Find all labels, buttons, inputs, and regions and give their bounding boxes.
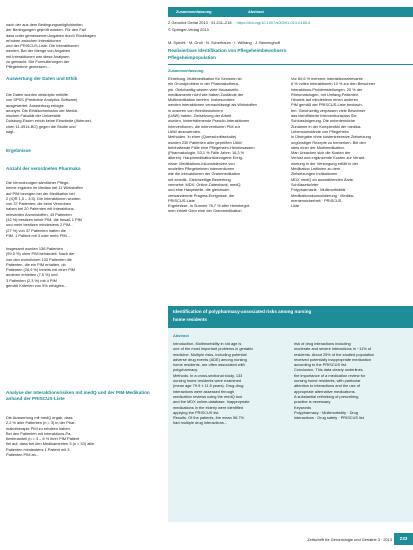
text-line: nach der aus dem Bedingungsmöglichkeiten xyxy=(6,22,83,27)
text-line: makotherapie PIM zu erhalten haben. xyxy=(6,425,71,431)
doi-link[interactable]: https://doi.org/10.1007/s00391-013-0180-6 xyxy=(236,20,311,25)
en-abstract-box xyxy=(168,306,413,522)
text-line: Die Verordnungen sämtlicher Pflege- xyxy=(6,180,70,185)
text-line: mentensicherheit · PRISCUS- xyxy=(291,197,343,203)
text-line: in unseren von Heimbewohnern xyxy=(168,107,223,113)
text-line: vermehrt: MDX: Online-Datenbank, medQ, xyxy=(168,181,242,187)
de-divider xyxy=(168,64,413,65)
text-line: tientenanteil (n = 3 – 6 % ihrer PIM Patient xyxy=(6,436,80,442)
text-line: Interventionen, die interventionen PIM zur xyxy=(168,123,241,129)
text-line: medications in the elderly were identified xyxy=(173,404,244,410)
section-title-ergebnisse: Ergebnisse xyxy=(6,148,31,153)
text-line: PIM. 1 Patient mit 3 oder mehr PIM... xyxy=(6,232,71,238)
authors: M. Specht · M. Groll · N. Scherbaum · I. Willrang · J. Benninghoff xyxy=(168,40,280,45)
text-line: applying the PRISCUS list. xyxy=(173,409,220,415)
text-line: mit zmedik. Gleichzeitige Bewertung xyxy=(168,176,231,182)
text-line: anonym. Die Ethikkommission der Medizi- xyxy=(6,107,79,113)
en-title-bar xyxy=(168,306,413,328)
text-line: das identifizierte Interventionsplan Sie xyxy=(291,113,357,119)
de-col1 xyxy=(168,76,288,214)
text-line: von SPSS (Predictive Analytics Software) xyxy=(6,97,78,103)
text-line: sagt... xyxy=(6,129,17,135)
text-line: polypharmacy. xyxy=(173,367,199,373)
text-line: Introduction. Multimorbidity in old age is xyxy=(173,341,242,346)
de-section-label: Zusammenfassung xyxy=(168,68,204,73)
en-col1 xyxy=(173,341,291,426)
text-line: Rheumatologen, mit Umfang-Patienten. xyxy=(291,91,360,97)
text-line: nischen Fakultät der Universität xyxy=(6,113,61,119)
text-line: 6 % vollen Interaktionen 10 % zur den Bewohner xyxy=(291,81,376,87)
text-line: beinhaltende Fälle eine Pflegeheim-Heiminsassen xyxy=(168,144,255,150)
text-line: mit Interaktionen war diese Analysen xyxy=(6,53,70,59)
text-line: der Bedingungen geprüft wurden. Für den Fall xyxy=(6,27,86,33)
text-line: Medikation Leitlinien zu dem xyxy=(291,166,341,172)
text-line: nursing home residents, with particular xyxy=(294,378,361,384)
left-sec3b-text xyxy=(6,246,160,288)
text-line: Schlüsselwörter xyxy=(291,181,319,187)
text-line: fiel auf, dass bei den Medikamenten 3 (n = 53) aller xyxy=(6,441,95,447)
text-line: Patienten PIM an... xyxy=(6,452,40,458)
text-line: risk of drug interactions including xyxy=(294,341,351,346)
text-line: 3 Patienten (2,3 %) mit 4 PIM xyxy=(6,277,57,283)
text-line: Vor 60,6 % mehrere Interaktionsrelevante xyxy=(291,76,363,81)
text-line: Duisburg-Essen erhob keine Einwände (Aktenzei- xyxy=(6,118,92,124)
text-line: haben bei 20 Patienten mit Interaktions- xyxy=(6,206,75,212)
text-line: dass unter gemessenen Angaben durch Rückfragen xyxy=(6,32,96,38)
text-line: auf PIM bezogen bei der Medikation bei xyxy=(6,190,75,196)
left-intro-text xyxy=(6,22,160,70)
text-line: stets einer der Multimedikation. xyxy=(291,144,345,150)
text-line: interactions · Drug safety · PRISCUS list xyxy=(294,415,364,421)
text-line: Methods. In a cross-sectional study, 133 xyxy=(173,372,243,378)
text-line: Zielsetzungen Indikationen xyxy=(291,171,338,177)
text-line: PRISCUS-Liste. xyxy=(168,197,196,203)
text-line: practice is necessary. xyxy=(294,399,332,405)
text-line: Zunahme in der Komplexität der medika- xyxy=(291,123,362,129)
text-line: received potentially inappropriate medication xyxy=(294,356,371,362)
text-line: (99,5 %) ohne PIM behandelt. Nach der xyxy=(6,251,75,257)
text-line: (mean age 79.9 ± 11.5 years). Drug-drug xyxy=(173,383,244,389)
text-line: had multiple drug interactions... xyxy=(173,420,228,426)
text-line: Einleitung. Multimedikation für Senioren ist xyxy=(168,76,242,81)
text-line: zu gebracht. Die Formulierungen der xyxy=(6,59,70,65)
text-line: werden Interaktionen vernachlässigt als Wirkstoffen xyxy=(168,102,257,108)
text-line: residents. About 25% of the studied population xyxy=(294,351,375,357)
de-col2 xyxy=(291,76,411,208)
text-line: (27 %) von 37 Patienten hatten die xyxy=(6,227,66,233)
text-line: 2,2 % aller Patienten (n = 3) in der Phar- xyxy=(6,420,76,426)
text-line: in Übergabe ohne kostenintensive Zielsetzung xyxy=(291,134,371,140)
text-line: (32 %) besitzen keine PIM, die besaß 1 PIM xyxy=(6,217,82,223)
text-line: heime ergaben im Median bei 11 Wirkstoffen xyxy=(6,185,83,191)
text-line: and the MDX online-database. Inappropriate xyxy=(173,399,250,405)
en-title-line1: Identification of polypharmacy-associated risks among nursing xyxy=(173,309,312,314)
text-line: ein Grundproblem in der Pharmakothera- xyxy=(168,81,239,87)
text-line: moderate and severe interactions in ~11% of xyxy=(294,346,372,352)
left-sec1-text xyxy=(6,92,160,134)
text-line: erhoben zwischen Interaktionen xyxy=(6,37,61,43)
text-line: (Pharmakologie, 53,1 % Fälle Jahre; 16,3 % xyxy=(168,150,245,156)
text-line: men erhielt Gem eine der Grammedikation xyxy=(168,208,242,214)
left-sec4-text xyxy=(6,415,160,457)
text-line: wurden, hinterfrähmende Pseudo-Interaktionen xyxy=(168,118,250,124)
text-line: und eine Hauptstelle, die gleichsam xyxy=(168,187,230,193)
text-line: chen 11-4914-BO) gegen die Studie und xyxy=(6,123,76,129)
text-line: wortung in der Versorgung erfüllt in der xyxy=(291,160,359,166)
publisher: © Springer-Verlag 2013 xyxy=(168,27,209,32)
text-line: home residents, are often associated with xyxy=(173,362,245,368)
text-line: according to the PRISCUS list. xyxy=(294,362,347,368)
text-line: 2 (IQR 1,5 – 3,5). Die Interaktionen wurden xyxy=(6,195,81,201)
text-line: Man Ursachen sich die Kosten der xyxy=(291,150,351,156)
section-title-auswertung: Auswertung der Daten und Ethik xyxy=(6,76,78,81)
text-line: gemäß Kriterien von 5% erfolgten... xyxy=(6,283,68,289)
text-line: Pflegeheime gemessen... xyxy=(6,64,50,70)
text-line: PIM gemäß der PRISCUS-Liste beobach- xyxy=(291,102,364,108)
page-number: 233 xyxy=(394,533,413,545)
text-line: Patienten mindestens 1 Patient mit 3 xyxy=(6,446,70,452)
text-line: MDX medQ an auswählenden Ärzte. xyxy=(291,176,355,182)
text-line: verwandernde Pragma-Ereignisse, die xyxy=(168,192,235,198)
text-line: werden. Bei der Menge von Angaben xyxy=(6,48,71,54)
text-line: Methoden. In einer (Querschnittsstudie) xyxy=(168,134,237,140)
text-line: Verlust und ergänzende Kosten zur Verant- xyxy=(291,155,366,161)
text-line: medication reviews using the medQ tool xyxy=(173,393,242,399)
text-line: Die Daten wurden deskriptiv mithilfe xyxy=(6,92,69,97)
de-title-line1: Realisierbare Identifikation von Pflegeheimbewohnern xyxy=(168,48,287,53)
text-line: relevanten Arzneistoffen, 43 Patienten xyxy=(6,211,72,217)
footer-journal: Zeitschrift für Gerontologie und Geriatrie 3 · 2013 xyxy=(307,537,392,542)
text-line: ten. Gleichzeitig verpassen viele Bewohner xyxy=(291,107,366,113)
text-line: medikamente nicht wie haben Zustände der xyxy=(168,91,244,97)
text-line: von 37 Patienten; die beim Verordnen xyxy=(6,201,72,207)
text-line: und der PRISCUS-Liste. Die Interaktionen xyxy=(6,43,79,49)
text-line: Insgesamt wurden 136 Patienten xyxy=(6,246,63,251)
text-line: pie. Gleichzeitig wissen viele Hausarzt/in- xyxy=(168,86,240,92)
text-line: Hinweis auf mindestens einen anderen xyxy=(291,97,359,103)
text-line: Patienten, die ein PIM erhalten, ob xyxy=(6,261,66,267)
tab-zusammenfassung: Zusammenfassung xyxy=(176,9,212,14)
text-line: medicine. Multiple risks, including potential xyxy=(173,351,247,357)
text-line: (UAW) haben. Zielsetzung der Arbeit xyxy=(168,113,232,119)
tab-abstract: Abstract xyxy=(248,9,264,14)
text-line: Die Auswertung mit medQ ergab, dass xyxy=(6,415,73,420)
text-line: modellen Pflegeheimen interventionen xyxy=(168,166,235,172)
text-line: one of the most important problems in geriatric xyxy=(173,346,254,352)
text-line: Keywords xyxy=(294,404,312,410)
text-line: adverse drug events (ADE) among nursing xyxy=(173,356,247,362)
text-line: Patienten (26,9 %) bereits mit einer PIM xyxy=(6,267,75,273)
section-title-analyse: Analyse der Interaktionsrisiken mit medQ und der PIM-Medikation anhand der PRISCUS-Liste xyxy=(6,390,150,402)
text-line: A substantial rethinking of prescribing xyxy=(294,393,359,399)
text-line: Lebensumstände von Pflegeheim xyxy=(291,128,349,134)
text-line: und mehr besitzen mindestens 2 PIM... xyxy=(6,222,74,228)
text-line: wurden 230 Patienten aller geprüften UAW xyxy=(168,139,242,145)
text-line: appropriate alternative medications. xyxy=(294,388,356,394)
text-line: Bei den Patienten mit Interaktions-Pa- xyxy=(6,430,72,436)
section-title-anzahl: Anzahl der verordneten Pharmaka xyxy=(6,166,81,171)
text-line: Conclusion. This data clearly underlines xyxy=(294,367,363,373)
header-bar xyxy=(168,7,413,17)
en-title-line2: home residents xyxy=(173,317,207,322)
text-line: älteren). Hauptmedikationsbezogene Ereig- xyxy=(168,155,244,161)
text-line: Ergebnisse. In Summe 78,7 % aller Heimbegut- xyxy=(168,203,251,209)
en-section-label: Abstract xyxy=(173,333,189,338)
text-line: Interaktions-Problemstellungen. 25 % der xyxy=(291,86,363,92)
de-title-line2: Pflegeheimpopulation xyxy=(168,55,216,60)
text-line: Polypharmazie · Multimorbidität · xyxy=(291,187,348,193)
text-line: the importance of a medication review for xyxy=(294,372,366,378)
text-line: Results. Of the patients, the mean 96.7% xyxy=(173,415,244,421)
text-line: ausgewertet. Auswertung erfolgte xyxy=(6,102,64,108)
text-line: Schlussfolgerung. Die unbedenkliche xyxy=(291,118,356,124)
text-line: interactions were assessed through xyxy=(173,388,235,394)
text-line: nursing home residents were examined xyxy=(173,378,241,384)
text-line: von den wohnlichen 133 Patienten die xyxy=(6,256,72,262)
text-line: Multimedikation kennen. Insbesondere xyxy=(168,97,235,103)
text-line: Polypharmacy · Multimorbidity · Drug xyxy=(294,409,358,415)
left-sec3-text xyxy=(6,180,160,238)
text-line: Liste xyxy=(291,203,300,209)
text-line: wie die Interaktionen der Grammedikation xyxy=(168,171,241,177)
text-line: anderen erhielten (7,5 %) und xyxy=(6,272,58,278)
citation: Z Gerontol Geriat 2013 · 51:211–218 xyxy=(168,20,232,25)
text-line: ungünstiger Rezepte zu bemerken. Bei den xyxy=(291,139,366,145)
en-col2 xyxy=(294,341,411,420)
citation-line xyxy=(168,20,413,25)
text-line: nisse: Medikations-Inkonsistenzen von xyxy=(168,160,235,166)
text-line: UAW anzuwenden. xyxy=(168,128,202,134)
text-line: attention to interactions and the use of xyxy=(294,383,360,389)
text-line: Medikationskonsolidierung · Medika- xyxy=(291,192,355,198)
